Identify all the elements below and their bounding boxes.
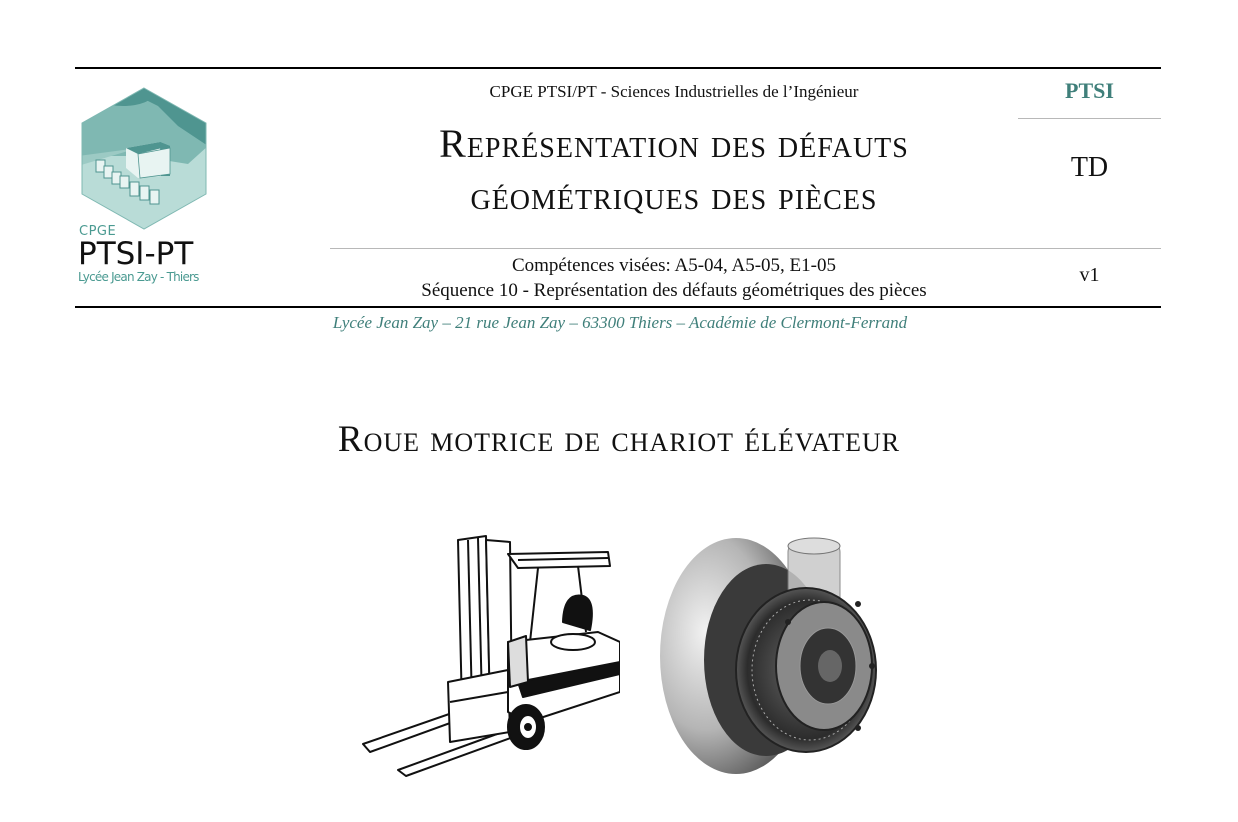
- title-divider: [330, 248, 1161, 249]
- document-type: TD: [1070, 152, 1109, 183]
- class-label-divider: [1018, 118, 1161, 119]
- logo-school-name: Lycée Jean Zay - Thiers: [78, 270, 199, 284]
- class-label: PTSI: [1065, 78, 1114, 103]
- document-title-line-2: géométriques des pièces: [470, 173, 878, 218]
- header-top-rule: [75, 67, 1161, 69]
- header-bottom-rule: [75, 306, 1161, 308]
- drive-wheel-cad-render: [658, 532, 883, 777]
- sequence-text: Séquence 10 - Représentation des défauts géométriques des pièces: [421, 280, 927, 301]
- school-logo: [78, 86, 218, 296]
- document-version: v1: [1079, 264, 1100, 286]
- school-building-hexagon-icon: [78, 86, 208, 231]
- competences-block: [330, 253, 1018, 303]
- course-name: CPGE PTSI/PT - Sciences Industrielles de l’Ingénieur: [489, 82, 859, 101]
- forklift-illustration: [358, 532, 620, 777]
- document-title: [330, 118, 1018, 222]
- forklift-icon: [358, 532, 620, 777]
- competences-text: Compétences visées: A5-04, A5-05, E1-05: [511, 255, 836, 276]
- document-title-line-1: Représentation des défauts: [439, 121, 909, 166]
- logo-cpge-text: CPGE: [79, 224, 117, 239]
- school-address: Lycée Jean Zay – 21 rue Jean Zay – 63300 Thiers – Académie de Clermont-Ferrand: [332, 313, 908, 332]
- logo-ptsi-pt-text: PTSI-PT: [78, 236, 194, 272]
- drive-wheel-icon: [658, 532, 883, 777]
- section-title: Roue motrice de chariot élévateur: [337, 419, 901, 460]
